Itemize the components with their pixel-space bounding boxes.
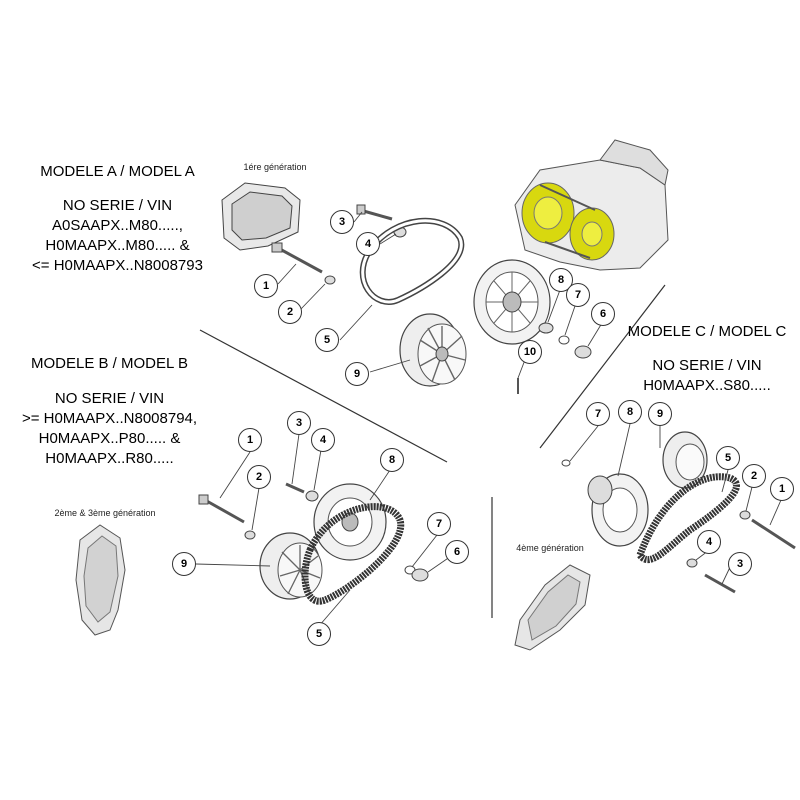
bolt-1-a bbox=[278, 248, 322, 272]
model-a-vin-line-1: A0SAAPX..M80....., bbox=[52, 217, 183, 234]
callout-a-7: 7 bbox=[566, 283, 590, 307]
callout-c-8: 8 bbox=[618, 400, 642, 424]
bolt-head-1-b bbox=[199, 495, 208, 504]
model-a-generation: 1ére génération bbox=[243, 162, 307, 172]
ring-7-a bbox=[559, 336, 569, 344]
callout-c-2: 2 bbox=[742, 464, 766, 488]
model-b-vin-line-2: H0MAAPX..P80..... & bbox=[38, 430, 181, 447]
model-c-vin-line-1: H0MAAPX..S80..... bbox=[643, 377, 771, 394]
callout-a-6: 6 bbox=[591, 302, 615, 326]
callout-b-5: 5 bbox=[307, 622, 331, 646]
model-c-title: MODELE C / MODEL C bbox=[627, 323, 787, 340]
callout-b-6: 6 bbox=[445, 540, 469, 564]
callout-b-8: 8 bbox=[380, 448, 404, 472]
callout-a-9: 9 bbox=[345, 362, 369, 386]
washer-2-a bbox=[325, 276, 335, 284]
driven-pulley-c bbox=[588, 474, 648, 546]
drive-pulley-c bbox=[663, 432, 707, 488]
callout-b-9: 9 bbox=[172, 552, 196, 576]
model-a-title: MODELE A / MODEL A bbox=[40, 163, 195, 180]
callout-c-5: 5 bbox=[716, 446, 740, 470]
bearing-6-b bbox=[412, 569, 428, 581]
model-b-vin-label: NO SERIE / VIN bbox=[54, 390, 165, 407]
model-c-vin-label: NO SERIE / VIN bbox=[652, 357, 762, 374]
model-b-generation: 2ème & 3ème génération bbox=[54, 508, 156, 518]
callout-c-7: 7 bbox=[586, 402, 610, 426]
washer-2-c bbox=[740, 511, 750, 519]
bolt-1-b bbox=[205, 500, 244, 522]
model-b-title: MODELE B / MODEL B bbox=[31, 355, 188, 372]
callout-c-4: 4 bbox=[697, 530, 721, 554]
callout-a-5: 5 bbox=[315, 328, 339, 352]
engine-illustration bbox=[515, 140, 668, 270]
model-b-vin-line-1: >= H0MAAPX..N8008794, bbox=[21, 410, 198, 427]
model-a-vin-line-2: H0MAAPX..M80..... & bbox=[45, 237, 190, 254]
bolt-head-1-a bbox=[272, 243, 282, 252]
washer-2-b bbox=[245, 531, 255, 539]
washer-4-b bbox=[306, 491, 318, 501]
bushing-8-a bbox=[539, 323, 553, 333]
model-a-vin-label: NO SERIE / VIN bbox=[62, 197, 173, 214]
callout-a-4: 4 bbox=[356, 232, 380, 256]
bolt-3-c bbox=[705, 575, 735, 592]
cover-gen4 bbox=[515, 565, 590, 650]
callout-a-8: 8 bbox=[549, 268, 573, 292]
driven-pulley-b bbox=[314, 484, 386, 560]
ring-7-c bbox=[562, 460, 570, 466]
callout-c-1: 1 bbox=[770, 477, 794, 501]
callout-c-9: 9 bbox=[648, 402, 672, 426]
belt-5-c bbox=[640, 477, 736, 560]
bearing-6-a bbox=[575, 346, 591, 358]
model-a-vin-line-3: <= H0MAAPX..N8008793 bbox=[32, 257, 203, 274]
callout-b-4: 4 bbox=[311, 428, 335, 452]
cover-gen1 bbox=[222, 183, 300, 250]
model-c-generation: 4ème génération bbox=[516, 543, 584, 553]
callout-b-1: 1 bbox=[238, 428, 262, 452]
callout-b-3: 3 bbox=[287, 411, 311, 435]
driven-pulley-a bbox=[474, 260, 550, 344]
callout-a-2: 2 bbox=[278, 300, 302, 324]
callout-b-7: 7 bbox=[427, 512, 451, 536]
belt-5-a bbox=[363, 221, 462, 302]
drive-pulley-a bbox=[400, 314, 466, 386]
callout-b-2: 2 bbox=[247, 465, 271, 489]
washer-4-c bbox=[687, 559, 697, 567]
callout-a-1: 1 bbox=[254, 274, 278, 298]
callout-c-3: 3 bbox=[728, 552, 752, 576]
callout-a-10: 10 bbox=[518, 340, 542, 364]
model-b-vin-line-3: H0MAAPX..R80..... bbox=[45, 450, 174, 467]
cover-gen2-3 bbox=[76, 525, 125, 635]
callout-a-3: 3 bbox=[330, 210, 354, 234]
bolt-1-c bbox=[752, 520, 795, 548]
bolt-3-b bbox=[286, 484, 304, 492]
